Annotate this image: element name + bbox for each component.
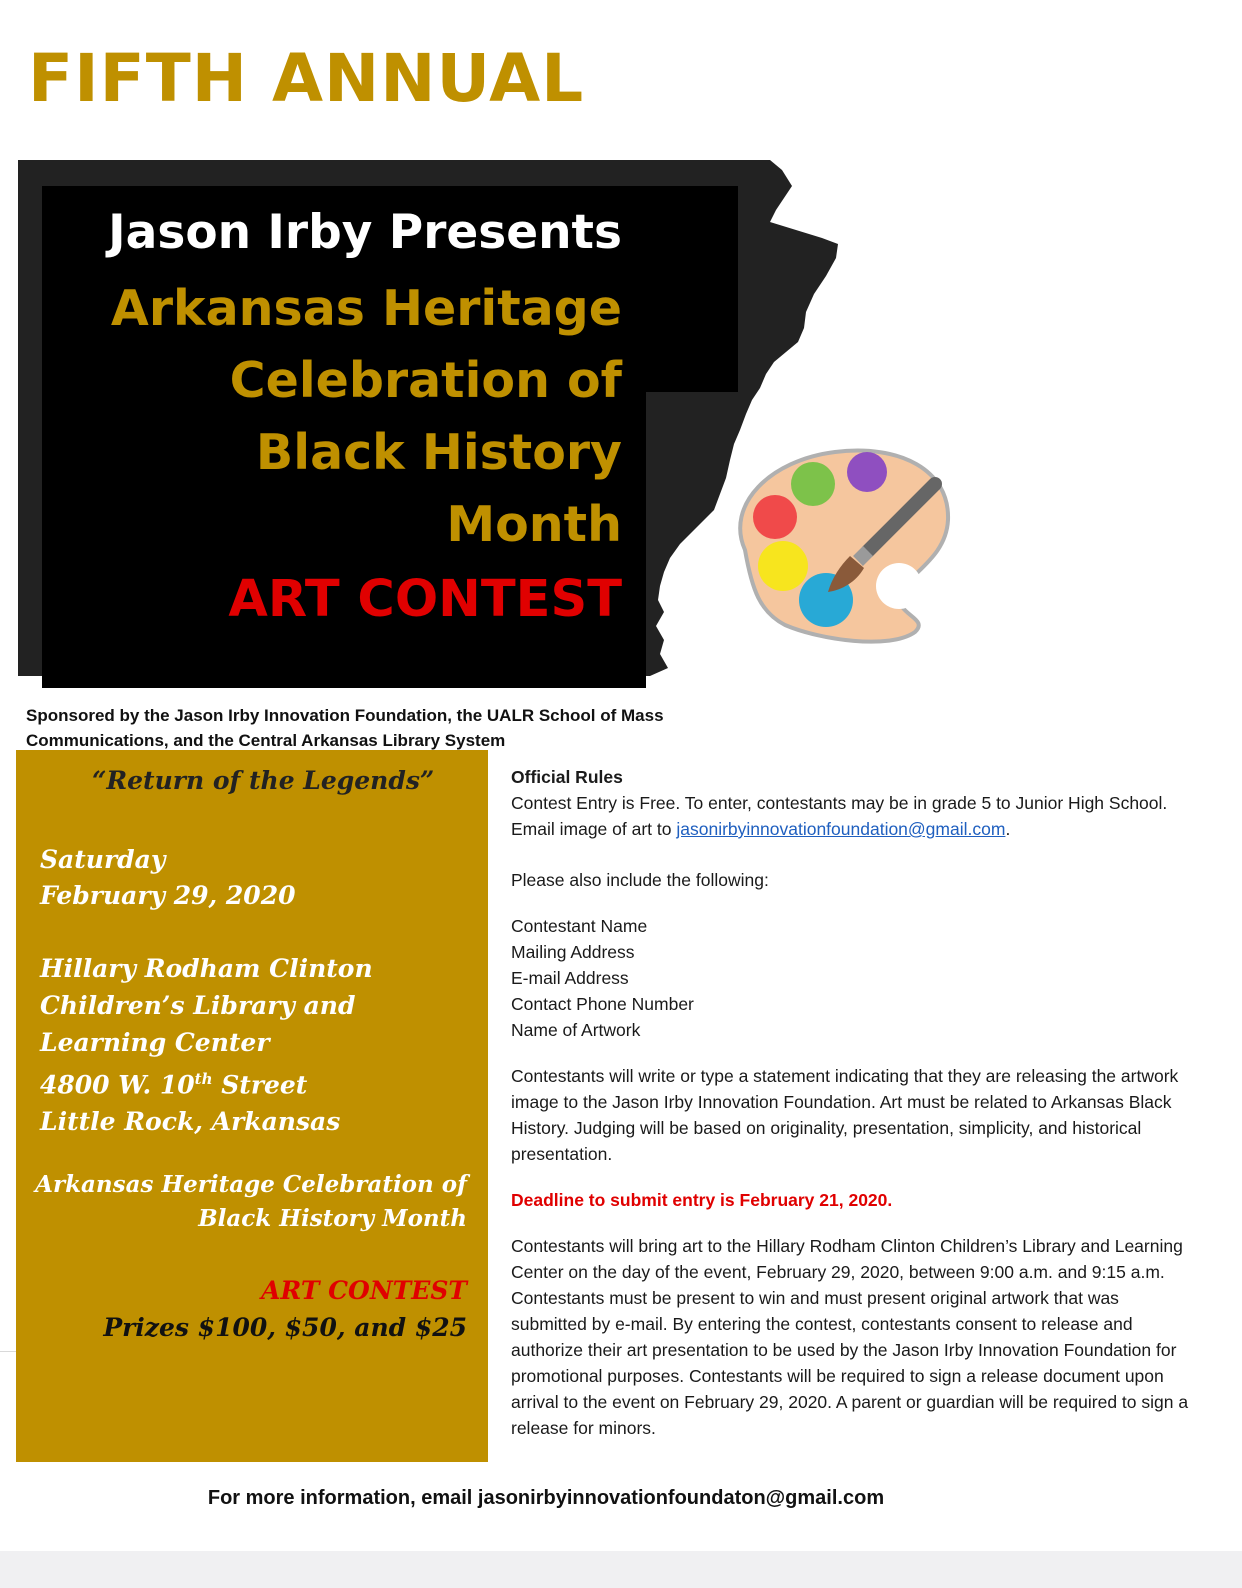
official-rules: [511, 764, 1191, 1441]
street-ordinal: th: [194, 1070, 213, 1088]
event-prizes: Prizes $100, $50, and $25: [103, 1313, 467, 1342]
sponsor-line: Sponsored by the Jason Irby Innovation Foundation, the UALR School of Mass Communications, and the Central Arkansas Library System: [26, 706, 664, 750]
venue-city: Little Rock, Arkansas: [40, 1107, 341, 1137]
street-name: Street: [212, 1070, 308, 1100]
hero-title-line: Month: [446, 496, 622, 553]
hero-title-line: Celebration of: [229, 352, 622, 409]
event-art-contest: ART CONTEST: [261, 1276, 467, 1305]
rules-title: Official Rules: [511, 767, 623, 787]
hero-presents-line: Jason Irby Presents: [108, 205, 622, 260]
hero-title-line: Black History: [255, 424, 622, 481]
rules-entry-end: .: [1005, 819, 1011, 839]
celebration-line: Black History Month: [198, 1205, 467, 1232]
hero-art-contest: ART CONTEST: [228, 570, 622, 629]
list-item: Contestant Name: [511, 916, 648, 936]
event-venue: [40, 950, 373, 1140]
event-day: Saturday: [40, 845, 166, 874]
list-item: Mailing Address: [511, 942, 635, 962]
list-item: E-mail Address: [511, 968, 629, 988]
bottom-bar: [0, 1551, 1242, 1588]
rules-entry-text: Contest Entry is Free. To enter, contestants may be in grade 5 to Junior High School. Email image of art to: [511, 793, 1168, 839]
rules-deadline: Deadline to submit entry is February 21, 2020.: [511, 1190, 893, 1210]
palette-paint-dab: [758, 541, 808, 591]
event-date: [40, 842, 296, 914]
rules-entry: [511, 790, 1191, 842]
event-theme: “Return of the Legends”: [92, 766, 435, 795]
paintbrush-ferrule: [858, 551, 868, 561]
palette-paint-dab: [876, 563, 922, 609]
rules-statement: Contestants will write or type a statement indicating that they are releasing the artwork image to the Jason Irby Innovation Foundation. Art must be related to Arkansas Black History. Judging will be based on originality, presentation, simplicity, and historical presentation.: [511, 1066, 1179, 1164]
divider: [0, 1351, 16, 1352]
street-number: 4800 W. 10: [40, 1070, 195, 1100]
paint-palette-icon: [740, 451, 948, 642]
celebration-line: Arkansas Heritage Celebration of: [35, 1171, 467, 1198]
palette-paint-dab: [753, 495, 797, 539]
list-item: Name of Artwork: [511, 1020, 641, 1040]
venue-street: [40, 1061, 373, 1103]
rules-include-text: Please also include the following:: [511, 870, 769, 890]
venue-line: Children’s Library and: [40, 991, 356, 1020]
fifth-annual-heading: FIFTH ANNUAL: [28, 40, 585, 117]
event-celebration: [35, 1168, 467, 1236]
entry-email-link[interactable]: jasonirbyinnovationfoundation@gmail.com: [676, 819, 1006, 839]
venue-line: Learning Center: [40, 1028, 270, 1057]
event-date-text: February 29, 2020: [40, 881, 296, 910]
palette-paint-dab: [791, 462, 835, 506]
include-list: [511, 913, 1191, 1043]
list-item: Contact Phone Number: [511, 994, 694, 1014]
footer-contact: For more information, email jasonirbyinnovationfoundaton@gmail.com: [207, 1487, 885, 1509]
palette-paint-dab: [847, 452, 887, 492]
venue-line: Hillary Rodham Clinton: [40, 954, 373, 983]
hero-title-line: Arkansas Heritage: [110, 280, 622, 337]
rules-bring-art: Contestants will bring art to the Hillary Rodham Clinton Children’s Library and Learning Center on the day of the event, February 29, 2020, between 9:00 a.m. and 9:15 a.m. Contestants must be present to win and must present original artwork that was submitted by e-mail. By entering the contest, contestants consent to release and authorize their art presentation to be used by the Jason Irby Innovation Foundation for promotional purposes. Contestants will be required to sign a release document upon arrival to the event on February 29, 2020. A parent or guardian will be required to sign a release for minors.: [511, 1236, 1189, 1438]
